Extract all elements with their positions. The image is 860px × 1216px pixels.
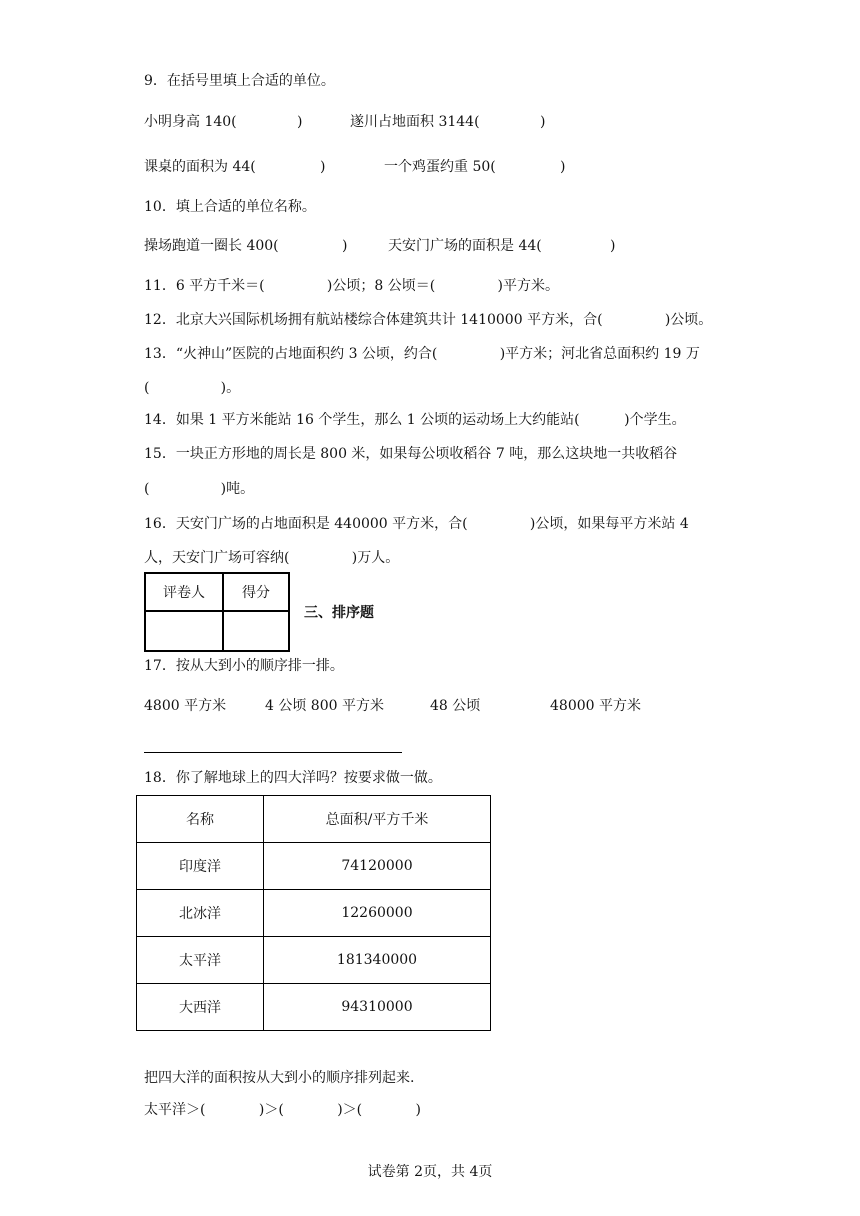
- table-cell-name: 大西洋: [137, 984, 264, 1031]
- q9-item-a: 小明身高 140(: [144, 114, 237, 130]
- q9-title: 9．在括号里填上合适的单位。: [144, 73, 335, 89]
- q17-item: 48000 平方米: [550, 698, 641, 714]
- q10-item-a-close: ): [342, 238, 348, 254]
- q9-item-d: 一个鸡蛋约重 50(: [384, 159, 496, 175]
- q11: 11．6 平方千米＝( )公顷；8 公顷＝( )平方米。: [144, 278, 559, 294]
- table-cell-area: 181340000: [264, 937, 491, 984]
- q18-instruction: 把四大洋的面积按从大到小的顺序排列起来.: [144, 1070, 415, 1086]
- q17-title: 17．按从大到小的顺序排一排。: [144, 658, 344, 674]
- table-row: [137, 937, 491, 984]
- q9-item-d-close: ): [560, 159, 566, 175]
- q15-line2: ( )吨。: [144, 481, 255, 497]
- grade-box-score-label: 得分: [223, 573, 289, 611]
- table-cell-name: 北冰洋: [137, 890, 264, 937]
- q10-item-b: 天安门广场的面积是 44(: [388, 238, 542, 254]
- q14: 14．如果 1 平方米能站 16 个学生，那么 1 公顷的运动场上大约能站( )个学生。: [144, 412, 686, 428]
- q12: 12．北京大兴国际机场拥有航站楼综合体建筑共计 1410000 平方米，合( )公顷。: [144, 312, 713, 328]
- table-row: [137, 890, 491, 937]
- q9-item-c-close: ): [320, 159, 326, 175]
- grade-box-score-cell: [223, 611, 289, 651]
- table-header-row: [137, 796, 491, 843]
- table-row: [137, 843, 491, 890]
- q17-item: 4800 平方米: [144, 698, 227, 714]
- q17-item: 4 公顷 800 平方米: [265, 698, 384, 714]
- page-footer: 试卷第 2页，共 4页: [367, 1164, 493, 1180]
- table-cell-area: 94310000: [264, 984, 491, 1031]
- q10-item-a: 操场跑道一圈长 400(: [144, 238, 279, 254]
- q10-item-b-close: ): [610, 238, 616, 254]
- q13-line2: ( )。: [144, 380, 241, 396]
- q16-line2: 人，天安门广场可容纳( )万人。: [144, 550, 400, 566]
- q16-line1: 16．天安门广场的占地面积是 440000 平方米，合( )公顷，如果每平方米站 4: [144, 516, 689, 532]
- grade-box-reviewer-label: 评卷人: [145, 573, 223, 611]
- ocean-table: [136, 795, 491, 1031]
- q15-line1: 15．一块正方形地的周长是 800 米，如果每公顷收稻谷 7 吨，那么这块地一共收稻谷: [144, 446, 678, 462]
- table-header-area: 总面积/平方千米: [264, 796, 491, 843]
- q17-item: 48 公顷: [430, 698, 481, 714]
- q13-line1: 13．“火神山”医院的占地面积约 3 公顷，约合( )平方米；河北省总面积约 19 万: [144, 346, 700, 362]
- table-cell-name: 太平洋: [137, 937, 264, 984]
- table-cell-area: 12260000: [264, 890, 491, 937]
- q9-item-c: 课桌的面积为 44(: [144, 159, 256, 175]
- q10-title: 10．填上合适的单位名称。: [144, 199, 316, 215]
- grade-box: [144, 572, 290, 652]
- q18-answer: 太平洋＞( )＞( )＞( ): [144, 1102, 421, 1118]
- q9-item-b: 遂川占地面积 3144(: [350, 114, 480, 130]
- table-header-name: 名称: [137, 796, 264, 843]
- q9-item-a-close: ): [297, 114, 303, 130]
- q9-item-b-close: ): [540, 114, 546, 130]
- table-cell-name: 印度洋: [137, 843, 264, 890]
- q17-answer-line: [144, 752, 402, 753]
- q18-title: 18．你了解地球上的四大洋吗？按要求做一做。: [144, 770, 442, 786]
- table-row: [137, 984, 491, 1031]
- grade-box-reviewer-cell: [145, 611, 223, 651]
- table-cell-area: 74120000: [264, 843, 491, 890]
- section-title: 三、排序题: [304, 605, 374, 621]
